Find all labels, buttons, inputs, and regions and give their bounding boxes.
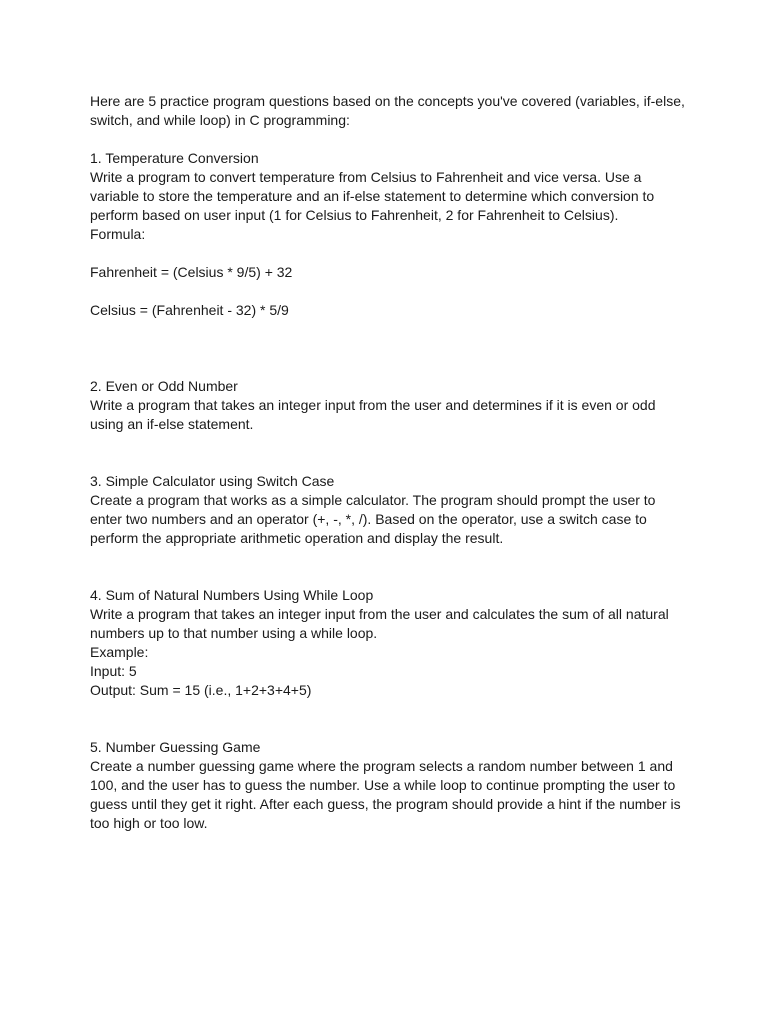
- question-body-line: Formula:: [90, 226, 146, 242]
- question-3: [90, 472, 690, 548]
- question-title: 2. Even or Odd Number: [90, 378, 238, 394]
- question-4: [90, 586, 690, 700]
- question-5: [90, 738, 690, 833]
- question-body-line: guess until they get it right. After each guess, the program should provide a hint if the number is: [90, 796, 681, 812]
- question-body-line: 100, and the user has to guess the number. Use a while loop to continue prompting the user to: [90, 777, 676, 793]
- question-1: [90, 149, 690, 320]
- question-body-line: variable to store the temperature and an if-else statement to determine which conversion to: [90, 188, 655, 204]
- question-body-line: Example:: [90, 644, 149, 660]
- question-title: 3. Simple Calculator using Switch Case: [90, 473, 335, 489]
- question-body-line: Write a program to convert temperature from Celsius to Fahrenheit and vice versa. Use a: [90, 169, 642, 185]
- question-body-line: enter two numbers and an operator (+, -, *, /). Based on the operator, use a switch case to: [90, 511, 647, 527]
- question-body-line: using an if-else statement.: [90, 416, 254, 432]
- formula-celsius: Celsius = (Fahrenheit - 32) * 5/9: [90, 302, 289, 318]
- intro-line: Here are 5 practice program questions based on the concepts you've covered (variables, if-else,: [90, 93, 685, 109]
- question-title: 5. Number Guessing Game: [90, 739, 261, 755]
- question-body-line: perform based on user input (1 for Celsius to Fahrenheit, 2 for Fahrenheit to Celsius).: [90, 207, 619, 223]
- question-body-line: Write a program that takes an integer input from the user and calculates the sum of all natural: [90, 606, 669, 622]
- question-body-line: Output: Sum = 15 (i.e., 1+2+3+4+5): [90, 682, 312, 698]
- question-body-line: Create a number guessing game where the program selects a random number between 1 and: [90, 758, 673, 774]
- question-title: 4. Sum of Natural Numbers Using While Loop: [90, 587, 374, 603]
- intro-line: switch, and while loop) in C programming:: [90, 112, 350, 128]
- intro-paragraph: [90, 92, 690, 130]
- question-2: [90, 377, 690, 434]
- question-body-line: too high or too low.: [90, 815, 208, 831]
- question-body-line: Write a program that takes an integer input from the user and determines if it is even or odd: [90, 397, 656, 413]
- question-body-line: Input: 5: [90, 663, 137, 679]
- question-body-line: numbers up to that number using a while loop.: [90, 625, 378, 641]
- question-body-line: Create a program that works as a simple calculator. The program should prompt the user to: [90, 492, 656, 508]
- document-page: [90, 92, 690, 833]
- formula-fahrenheit: Fahrenheit = (Celsius * 9/5) + 32: [90, 264, 293, 280]
- question-title: 1. Temperature Conversion: [90, 150, 259, 166]
- question-body-line: perform the appropriate arithmetic operation and display the result.: [90, 530, 504, 546]
